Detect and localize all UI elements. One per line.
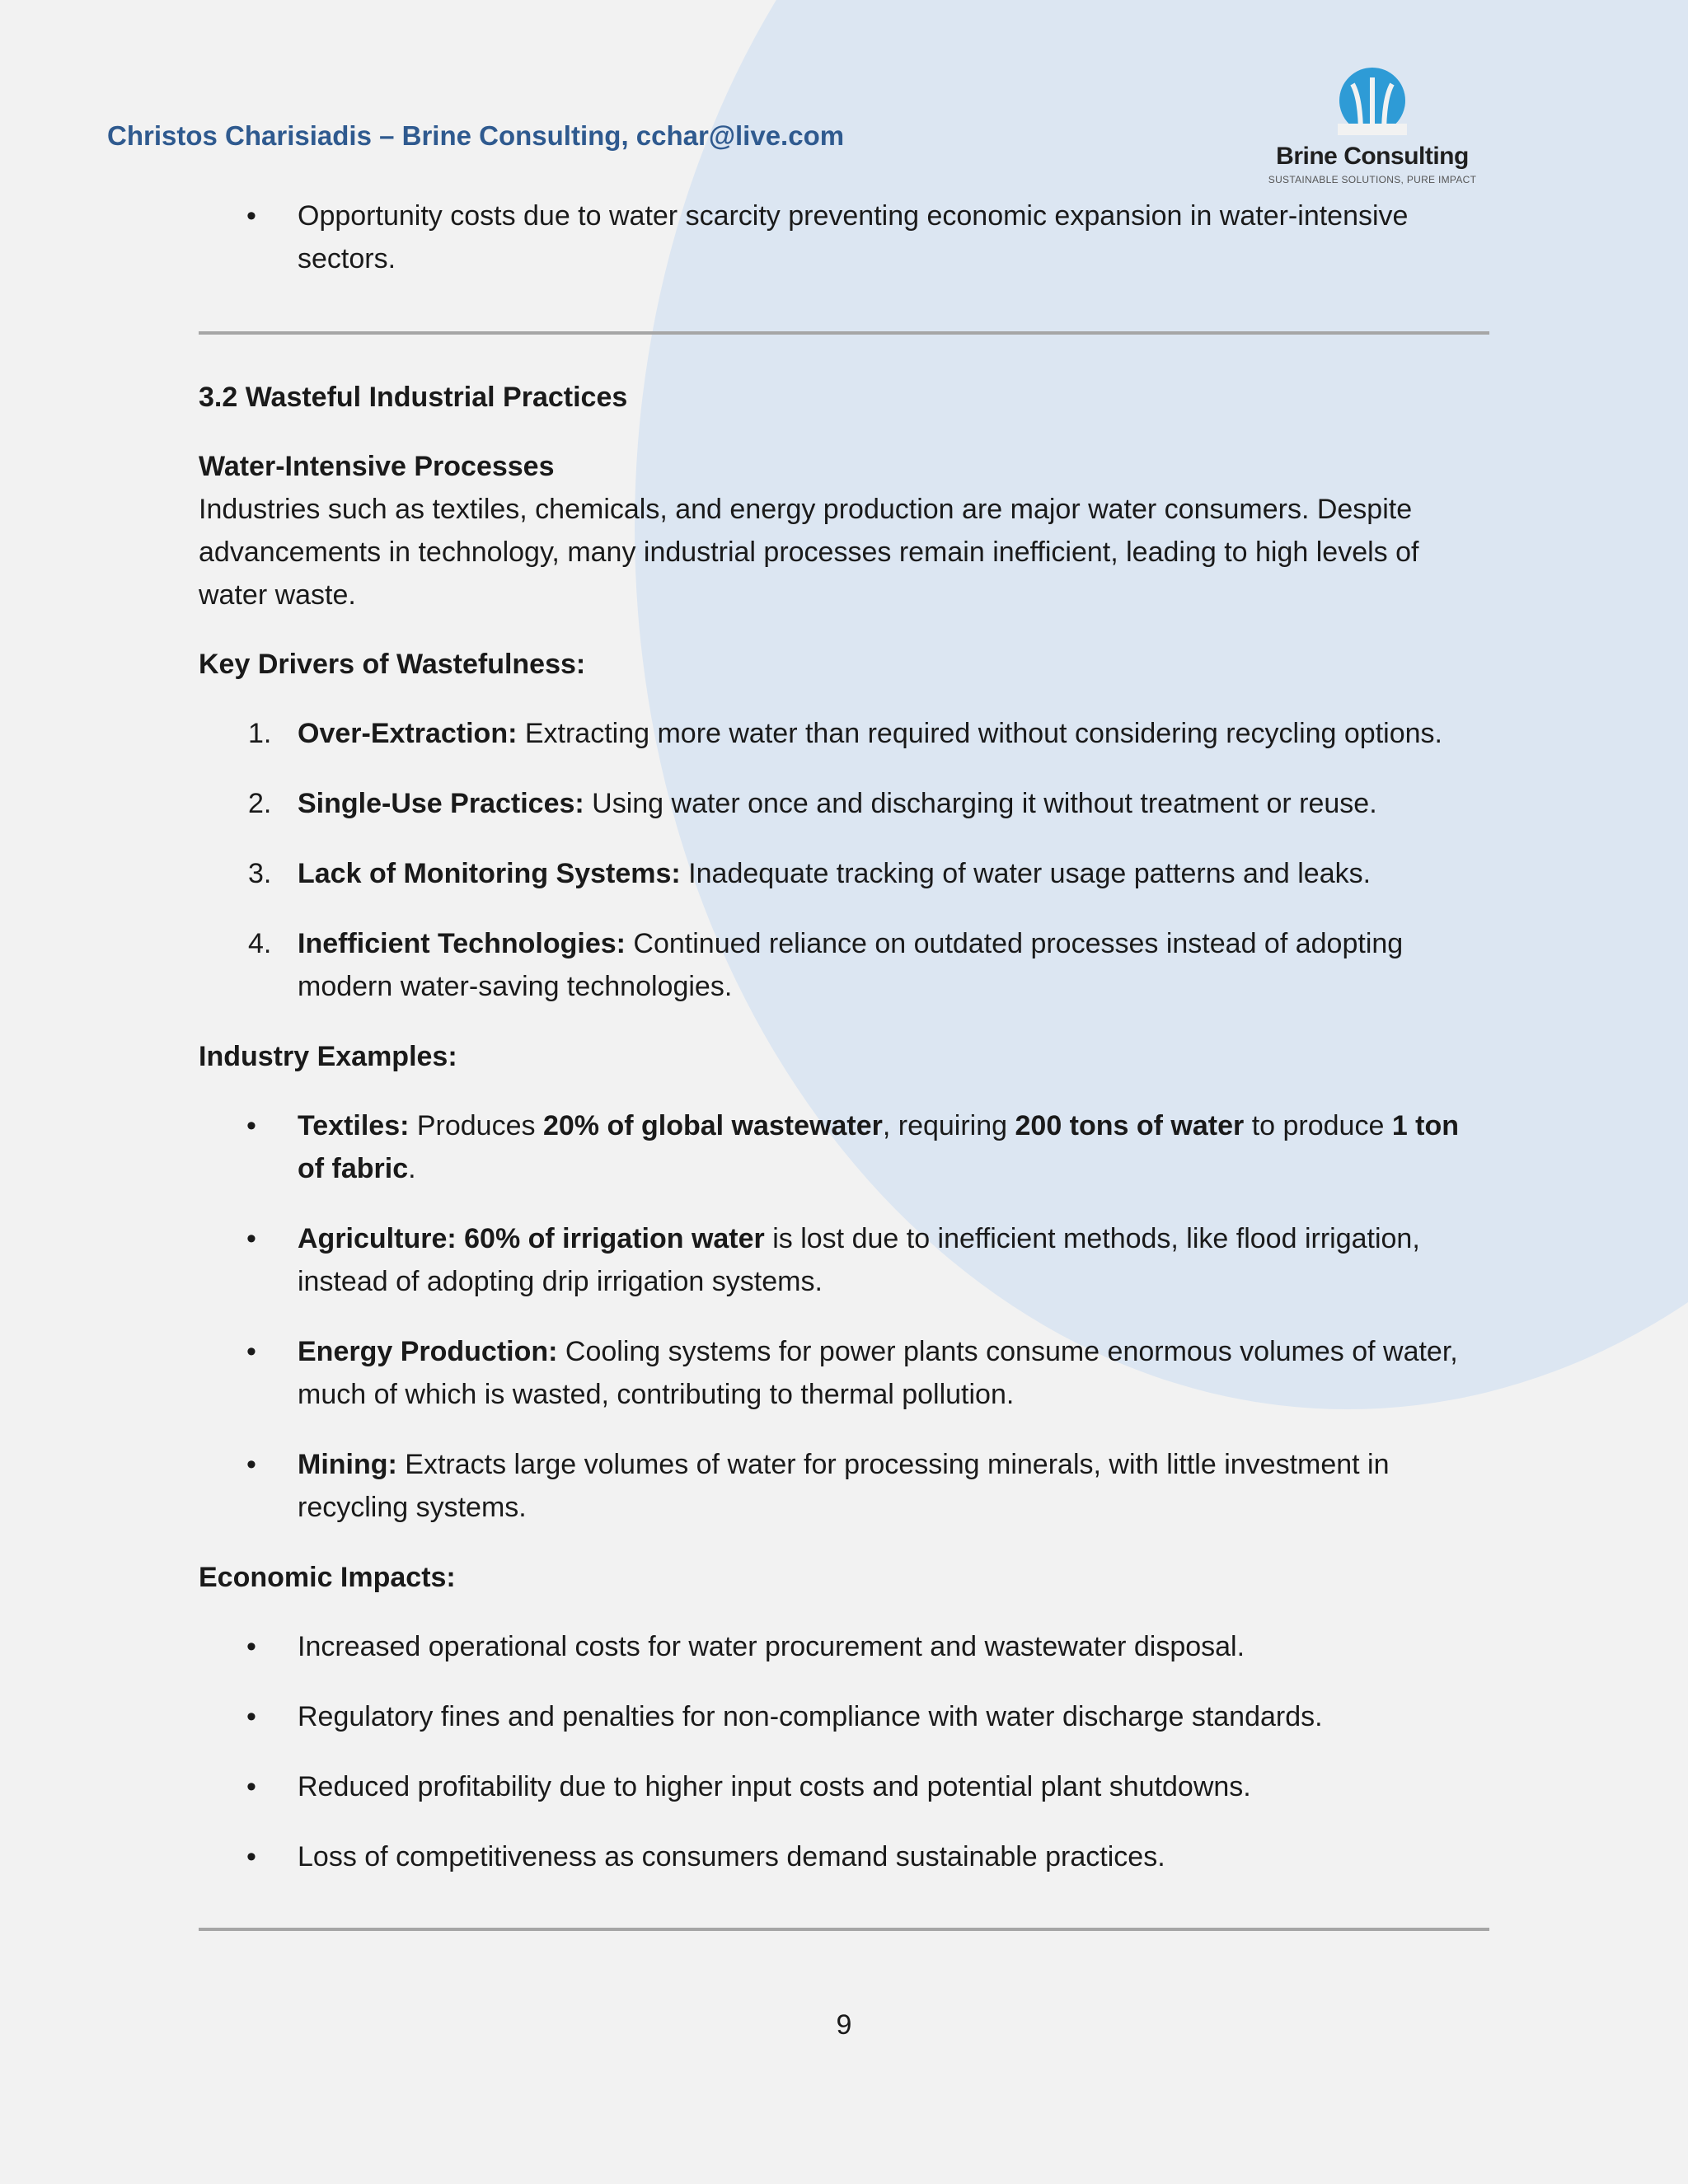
example-term: Energy Production:	[298, 1336, 558, 1367]
water-drop-logo-icon	[1338, 66, 1407, 135]
examples-list	[199, 1104, 1489, 1529]
example-highlight: 200 tons of water	[1015, 1110, 1245, 1141]
drivers-list	[199, 712, 1489, 1008]
examples-heading: Industry Examples:	[199, 1041, 457, 1072]
list-item	[199, 1625, 1489, 1668]
list-number: 3.	[248, 858, 272, 889]
driver-term: Over-Extraction:	[298, 718, 518, 749]
top-bullet-list	[199, 194, 1489, 280]
impacts-heading: Economic Impacts:	[199, 1562, 456, 1593]
driver-text: Continued reliance on outdated processes instead of adopting modern water-saving technologies.	[298, 928, 1404, 1002]
logo-name: Brine Consulting	[1276, 143, 1469, 170]
example-text: Cooling systems for power plants consume enormous volumes of water, much of which is wasted, contributing to thermal pollution.	[298, 1336, 1458, 1410]
example-text: , requiring	[882, 1110, 1015, 1141]
main-content	[199, 194, 1489, 1931]
impacts-list	[199, 1625, 1489, 1878]
driver-text: Extracting more water than required without considering recycling options.	[517, 718, 1442, 749]
logo-tagline: SUSTAINABLE SOLUTIONS, PURE IMPACT	[1268, 174, 1477, 185]
example-text: Produces	[409, 1110, 543, 1141]
list-number: 1.	[248, 718, 272, 749]
list-number: 2.	[248, 788, 272, 819]
list-item-text: Increased operational costs for water procurement and wastewater disposal.	[298, 1631, 1245, 1662]
example-term: Mining:	[298, 1449, 397, 1480]
section-intro: Industries such as textiles, chemicals, and energy production are major water consumers. Despite advancements in technology, many industrial processes remain inefficient, leading to high levels of water waste.	[199, 494, 1419, 611]
list-item	[199, 1695, 1489, 1738]
list-item-text: Loss of competitiveness as consumers demand sustainable practices.	[298, 1841, 1165, 1872]
section-subtitle: Water-Intensive Processes	[199, 451, 555, 482]
list-item	[199, 194, 1489, 280]
list-number: 4.	[248, 928, 272, 959]
list-item	[199, 1330, 1489, 1416]
example-text: Extracts large volumes of water for processing minerals, with little investment in recycling systems.	[298, 1449, 1390, 1523]
driver-text: Using water once and discharging it without treatment or reuse.	[584, 788, 1377, 819]
example-text: .	[408, 1153, 416, 1184]
list-item	[199, 712, 1489, 755]
list-item	[199, 852, 1489, 895]
example-term: Agriculture: 60% of irrigation water	[298, 1223, 765, 1254]
list-item	[199, 1765, 1489, 1808]
example-term: Textiles:	[298, 1110, 410, 1141]
brine-consulting-logo	[1265, 66, 1479, 185]
section-title: 3.2 Wasteful Industrial Practices	[199, 382, 628, 413]
list-item	[199, 1443, 1489, 1529]
list-item-text: Reduced profitability due to higher input costs and potential plant shutdowns.	[298, 1771, 1251, 1802]
example-text: is lost due to inefficient methods, like flood irrigation, instead of adopting drip irrigation systems.	[298, 1223, 1420, 1297]
example-highlight: 1 ton of fabric	[298, 1110, 1460, 1184]
list-item	[199, 1104, 1489, 1190]
drivers-heading: Key Drivers of Wastefulness:	[199, 649, 586, 680]
page-number: 9	[836, 2009, 852, 2041]
driver-term: Lack of Monitoring Systems:	[298, 858, 681, 889]
section-divider	[199, 331, 1489, 335]
list-item	[199, 1835, 1489, 1878]
example-highlight: 20% of global wastewater	[542, 1110, 883, 1141]
driver-term: Inefficient Technologies:	[298, 928, 626, 959]
list-item	[199, 922, 1489, 1008]
driver-term: Single-Use Practices:	[298, 788, 584, 819]
example-text: to produce	[1244, 1110, 1392, 1141]
section-divider	[199, 1928, 1489, 1931]
driver-text: Inadequate tracking of water usage patterns and leaks.	[680, 858, 1372, 889]
list-item	[199, 1217, 1489, 1303]
header-author-line: Christos Charisiadis – Brine Consulting, cchar@live.com	[107, 120, 845, 151]
list-item-text: Regulatory fines and penalties for non-compliance with water discharge standards.	[298, 1701, 1323, 1732]
list-item	[199, 782, 1489, 825]
list-item-text: Opportunity costs due to water scarcity preventing economic expansion in water-intensive sectors.	[298, 200, 1409, 274]
